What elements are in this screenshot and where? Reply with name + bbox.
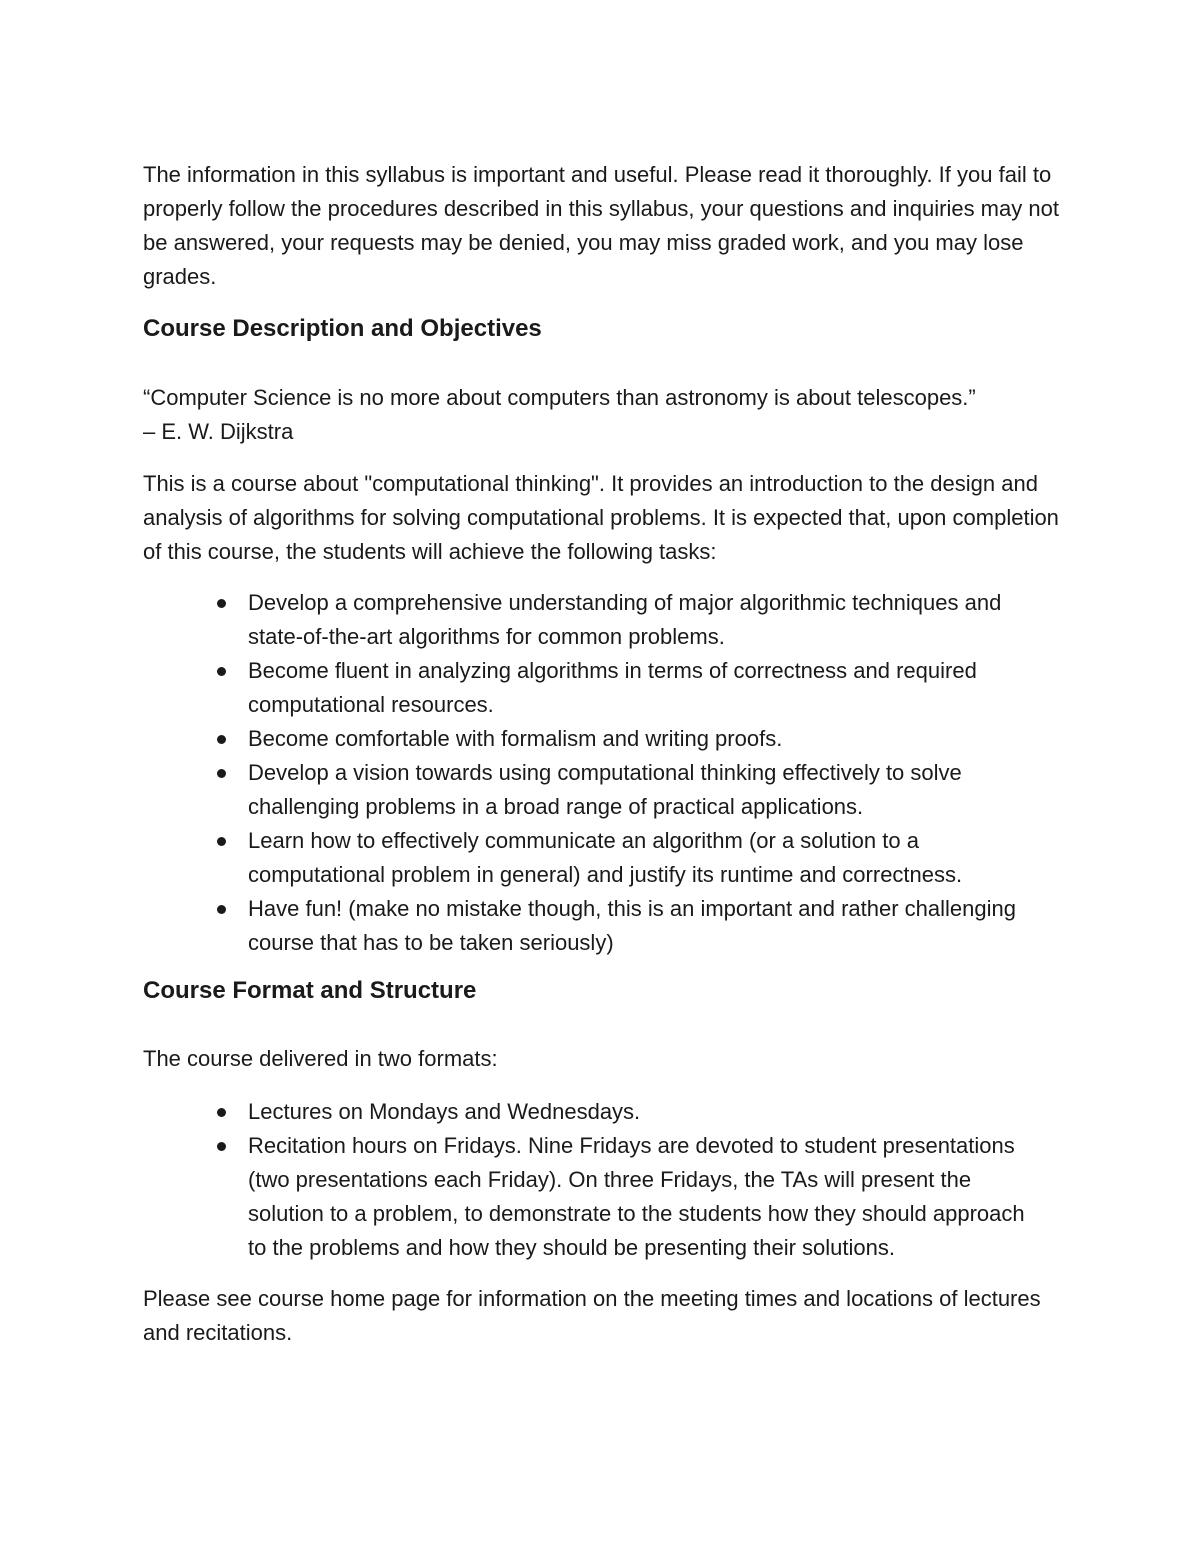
list-item: Lectures on Mondays and Wednesdays. xyxy=(248,1095,1048,1129)
list-item: Recitation hours on Fridays. Nine Fridays are devoted to student presentations (two presentations each Friday). On three Fridays, the TAs will present the solution to a problem, to demonstrate to the students how they should approach to the problems and how they should be presenting their solutions. xyxy=(248,1129,1048,1265)
objectives-list xyxy=(143,586,1073,960)
list-item: Become fluent in analyzing algorithms in terms of correctness and required computational resources. xyxy=(248,654,1048,722)
course-format-heading: Course Format and Structure xyxy=(143,977,477,1004)
course-description-paragraph: This is a course about "computational thinking". It provides an introduction to the design and analysis of algorithms for solving computational problems. It is expected that, upon completion of this course, the students will achieve the following tasks: xyxy=(143,471,1059,564)
closing-paragraph: Please see course home page for information on the meeting times and locations of lectures and recitations. xyxy=(143,1286,1041,1345)
bullet-icon xyxy=(217,1142,226,1151)
dijkstra-quote xyxy=(143,381,1073,449)
list-item: Learn how to effectively communicate an algorithm (or a solution to a computational problem in general) and justify its runtime and correctness. xyxy=(248,824,1048,892)
bullet-icon xyxy=(217,599,226,608)
bullet-icon xyxy=(217,1108,226,1117)
bullet-icon xyxy=(217,735,226,744)
format-intro-paragraph: The course delivered in two formats: xyxy=(143,1046,498,1071)
bullet-icon xyxy=(217,667,226,676)
course-description-heading: Course Description and Objectives xyxy=(143,315,542,342)
syllabus-page xyxy=(143,158,1073,1350)
list-item: Develop a vision towards using computational thinking effectively to solve challenging problems in a broad range of practical applications. xyxy=(248,756,1048,824)
bullet-icon xyxy=(217,905,226,914)
list-item: Develop a comprehensive understanding of major algorithmic techniques and state-of-the-art algorithms for common problems. xyxy=(248,586,1048,654)
list-item: Become comfortable with formalism and writing proofs. xyxy=(248,722,1048,756)
quote-author: – E. W. Dijkstra xyxy=(143,419,294,444)
format-list xyxy=(143,1095,1073,1265)
bullet-icon xyxy=(217,837,226,846)
quote-text: “Computer Science is no more about computers than astronomy is about telescopes.” xyxy=(143,385,976,410)
bullet-icon xyxy=(217,769,226,778)
list-item: Have fun! (make no mistake though, this is an important and rather challenging course that has to be taken seriously) xyxy=(248,892,1048,960)
intro-paragraph: The information in this syllabus is important and useful. Please read it thoroughly. If you fail to properly follow the procedures described in this syllabus, your questions and inquiries may not be answered, your requests may be denied, you may miss graded work, and you may lose grades. xyxy=(143,162,1059,289)
